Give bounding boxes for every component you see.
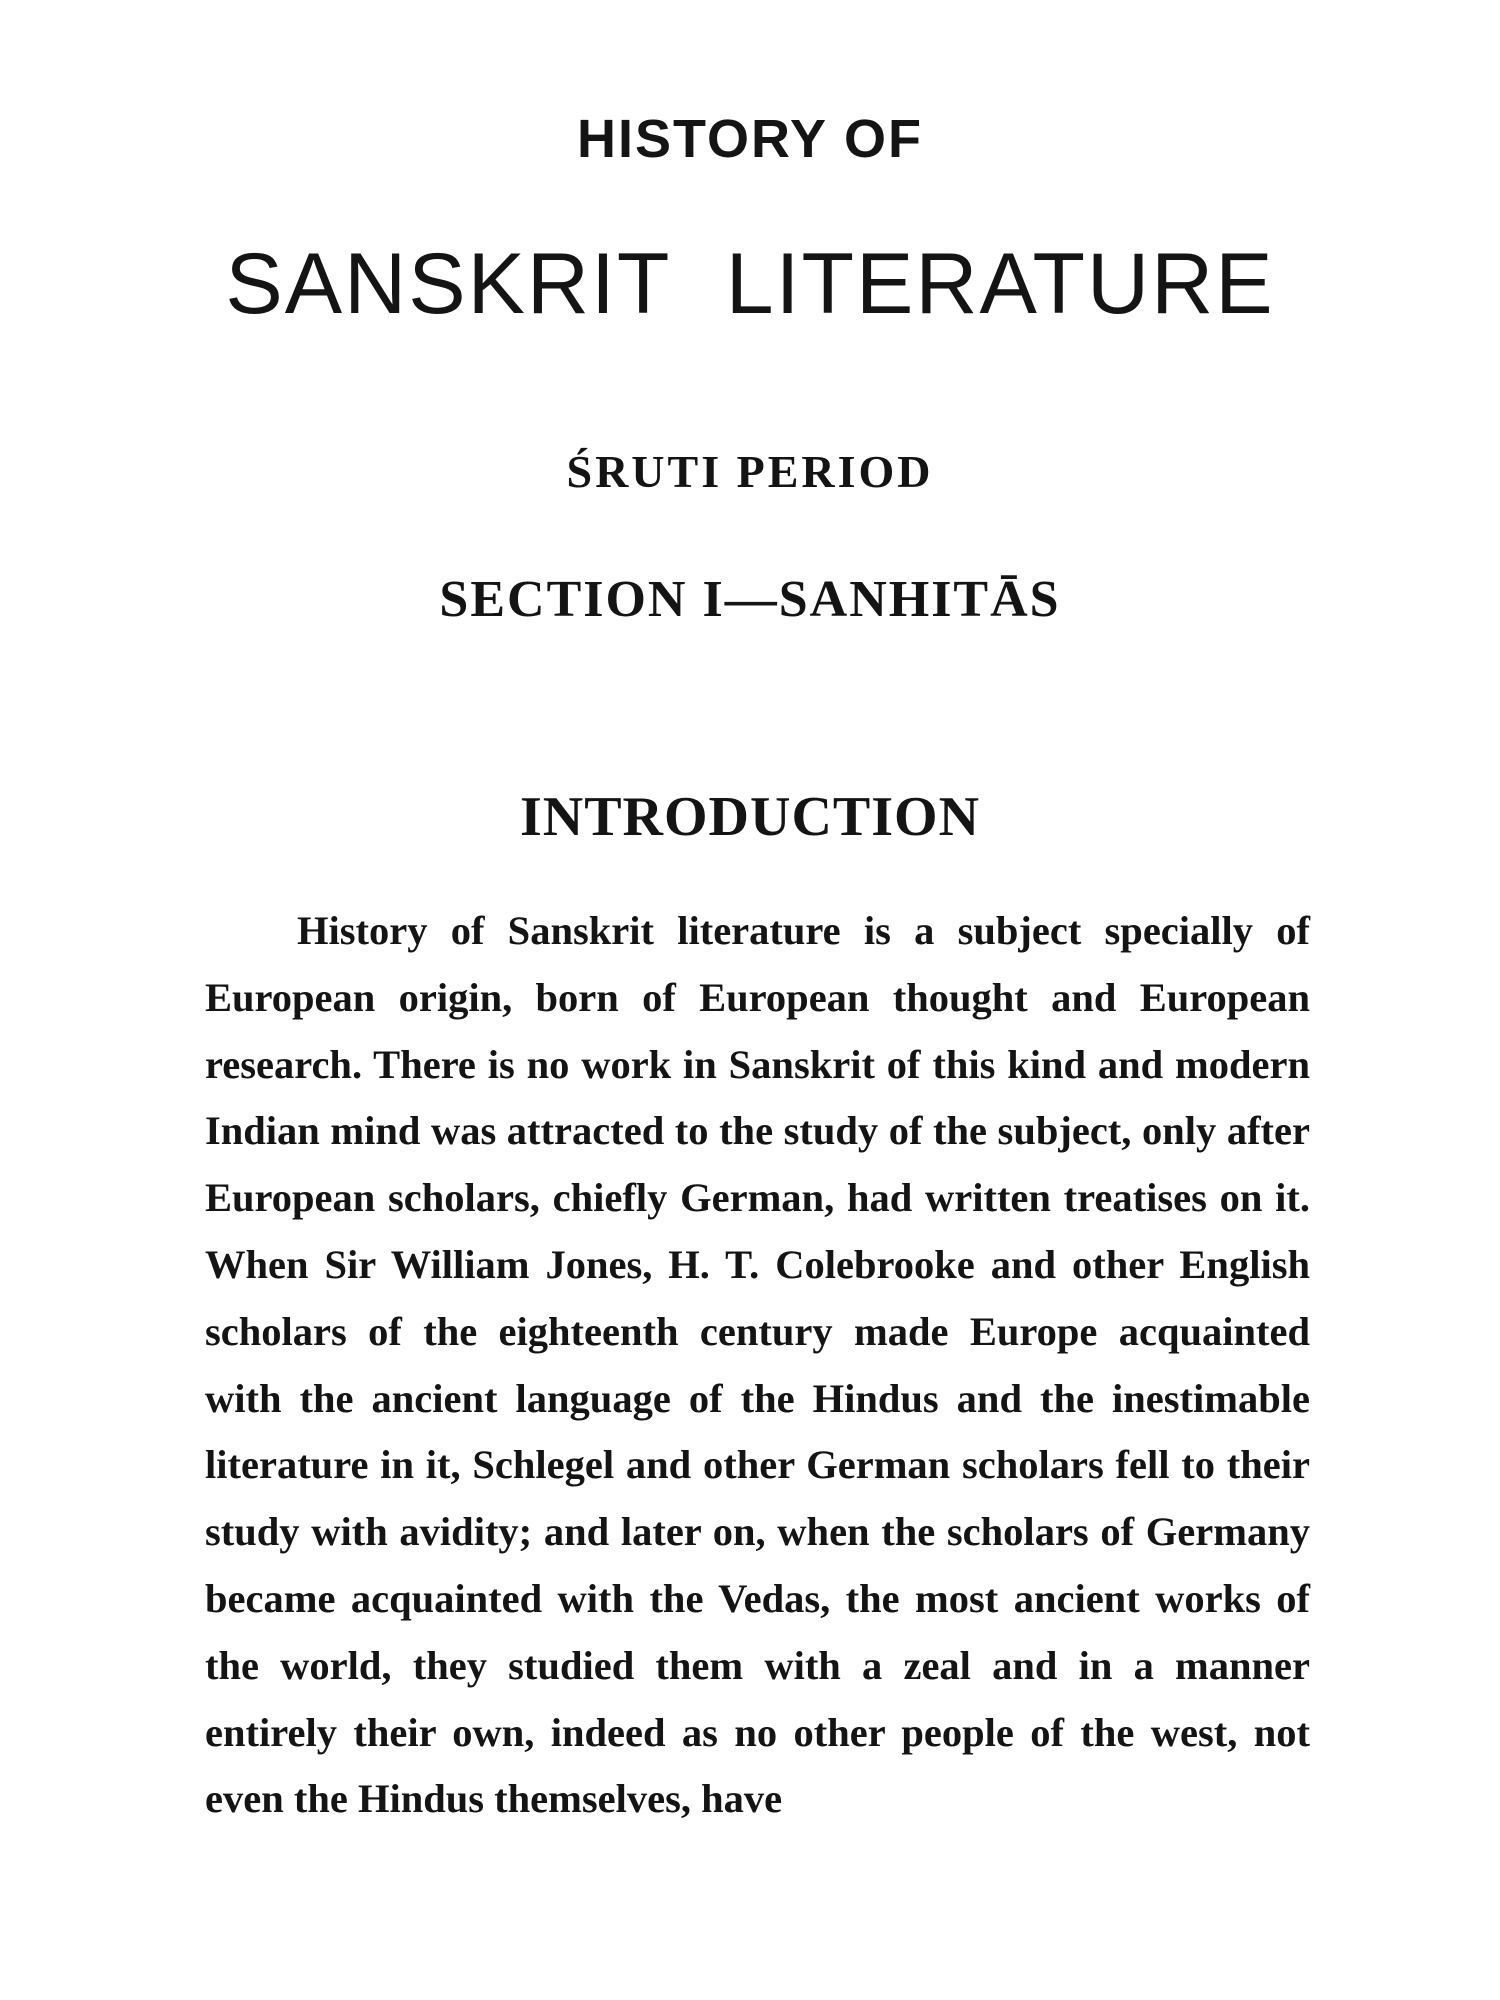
period-heading: ŚRUTI PERIOD	[566, 446, 934, 497]
section-heading: SECTION I—SANHITĀS	[439, 571, 1061, 628]
chapter-heading: INTRODUCTION	[519, 786, 981, 848]
book-title: SANSKRIT LITERATURE	[225, 236, 1275, 332]
body-paragraph: History of Sanskrit literature is a subject specially of European origin, born of European thought and European research. There is no work in Sanskrit of this kind and modern Indian mind was attracted to the study of the subject, only after European scholars, chiefly German, had written treatises on it. When Sir William Jones, H. T. Colebrooke and other English scholars of the eighteenth century made Europe acquainted with the ancient language of the Hindus and the inestimable literature in it, Schlegel and other German scholars fell to their study with avidity; and later on, when the scholars of Germany became acquainted with the Vedas, the most ancient works of the world, they studied them with a zeal and in a manner entirely their own, indeed as no other people of the west, not even the Hindus themselves, have	[205, 908, 1310, 1822]
book-title-prefix: HISTORY OF	[576, 109, 924, 169]
